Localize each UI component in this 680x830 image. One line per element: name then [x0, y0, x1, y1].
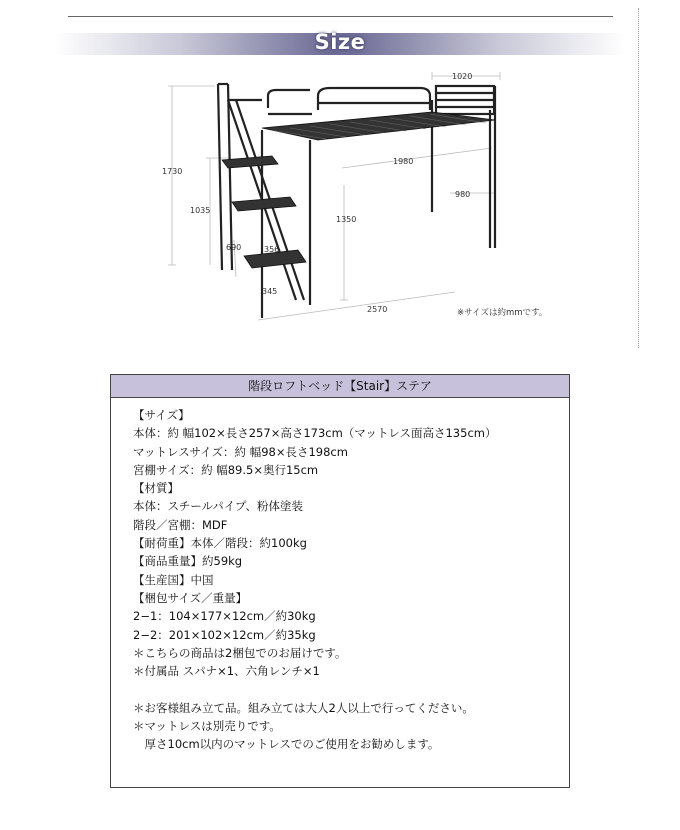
dim-step-spacing: 345 [262, 287, 278, 296]
spec-line: ＊マットレスは別売りです。 [133, 719, 281, 734]
dim-height: 1730 [162, 167, 183, 176]
dim-stair-width: 690 [226, 243, 242, 252]
spec-box [110, 374, 570, 788]
spec-line: 【梱包サイズ／重量】 [133, 590, 248, 605]
spec-line: 階段／宮棚：MDF [133, 517, 228, 532]
dim-step-depth: 313 [270, 197, 286, 206]
spec-line [133, 680, 569, 698]
spec-line: 本体：約 幅102×長さ257×高さ173cm（マットレス面高さ135cm） [133, 426, 497, 441]
spec-line: 本体：スチールパイプ、粉体塗装 [133, 499, 303, 514]
spec-line: 厚さ10cm以内のマットレスでのご使用をお勧めします。 [133, 737, 440, 752]
dim-stair-height: 1035 [190, 206, 211, 215]
spec-line: 2−1：104×177×12cm／約30kg [133, 609, 316, 624]
spec-line: 【生産国】中国 [133, 572, 214, 587]
spec-line: 宮棚サイズ：約 幅89.5×奥行15cm [133, 462, 319, 477]
dim-mattress-width: 980 [455, 190, 471, 199]
spec-line: 【商品重量】約59kg [133, 554, 243, 569]
dim-total-length: 2570 [367, 305, 388, 314]
dim-step-width: 356 [264, 245, 280, 254]
spec-line: 【サイズ】 [133, 408, 190, 422]
unit-note: ※サイズは約mmです。 [457, 308, 548, 318]
dim-mattress-height: 1350 [336, 215, 357, 224]
spec-line: ＊付属品 スパナ×1、六角レンチ×1 [133, 664, 320, 679]
spec-title: 階段ロフトベッド【Stair】ステア [111, 375, 569, 398]
spec-line: マットレスサイズ：約 幅98×長さ198cm [133, 444, 348, 459]
spec-line: 【材質】 [133, 481, 179, 496]
spec-line: 2−2：201×102×12cm／約35kg [133, 627, 316, 642]
bed-dimension-diagram [0, 55, 680, 345]
size-heading: Size [314, 30, 366, 54]
spec-body [111, 398, 569, 754]
spec-line: ＊お客様組み立て品。組み立ては大人2人以上で行ってください。 [133, 700, 474, 715]
dim-length: 1980 [393, 157, 414, 166]
dim-width: 1020 [452, 72, 473, 81]
top-divider [68, 16, 613, 17]
spec-line: ＊こちらの商品は2梱包でのお届けです。 [133, 645, 347, 660]
spec-line: 【耐荷重】本体／階段：約100kg [133, 536, 307, 551]
